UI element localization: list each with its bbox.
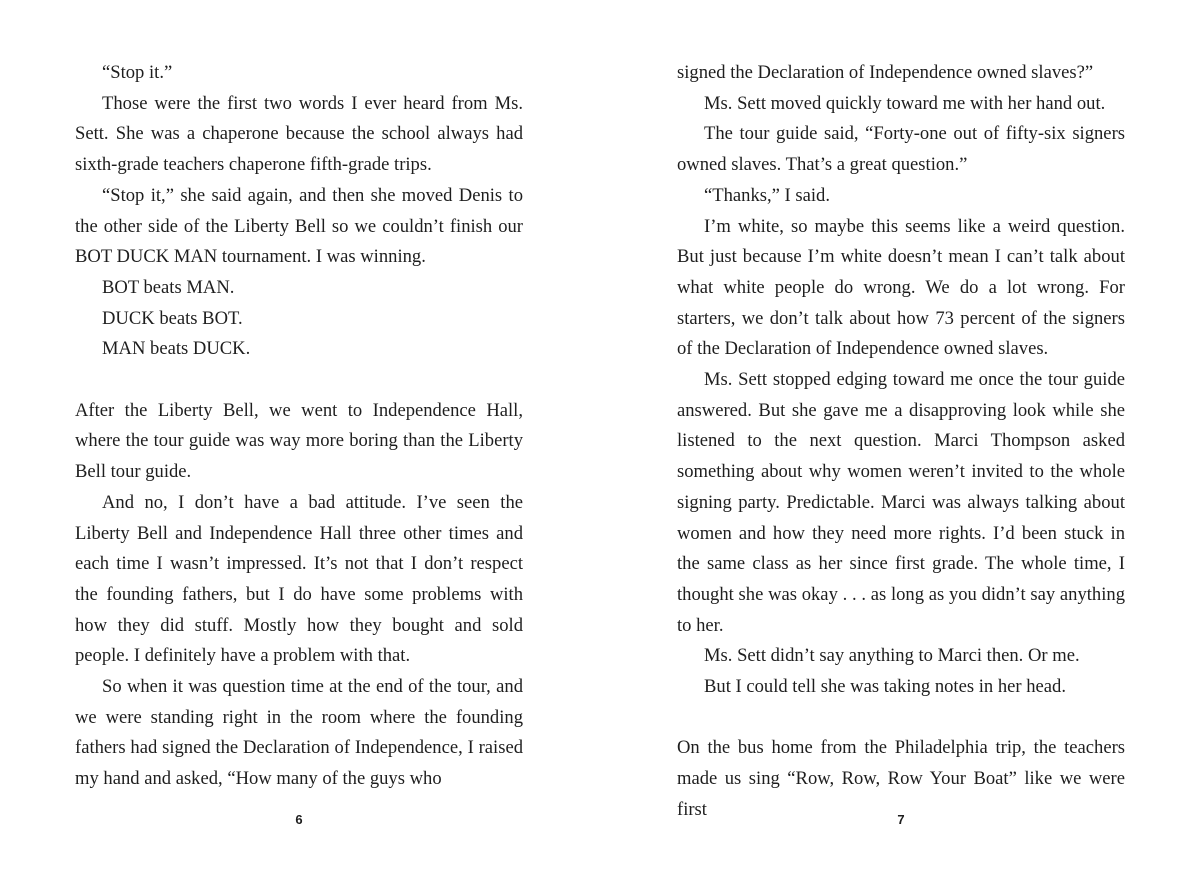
- page-number: 7: [897, 812, 905, 827]
- paragraph: Ms. Sett stopped edging toward me once the tour guide answered. But she gave me a disapproving look while she listened to the next question. Marci Thompson asked something about why women weren’t invited to the whole signing party. Predictable. Marci was always talking about women and how they need more rights. I’d been stuck in the same class as her since first grade. The whole time, I thought she was okay . . . as long as you didn’t say anything to her.: [677, 369, 1125, 636]
- paragraph: I’m white, so maybe this seems like a weird question. But just because I’m white doesn’t mean I can’t talk about what white people do wrong. We do a lot wrong. For starters, we don’t talk about how 73 percent of the signers of the Declaration of Independence owned slaves.: [677, 215, 1125, 360]
- paragraph: Ms. Sett moved quickly toward me with her hand out.: [704, 92, 1106, 114]
- paragraph: Those were the first two words I ever heard from Ms. Sett. She was a chaperone because the school always had sixth-grade teachers chaperone fifth-grade trips.: [75, 92, 523, 176]
- paragraph: “Stop it.”: [102, 62, 173, 83]
- paragraph: But I could tell she was taking notes in her head.: [704, 676, 1066, 698]
- page-number: 6: [295, 812, 303, 827]
- continued-paragraph: signed the Declaration of Independence owned slaves?”: [677, 62, 1094, 83]
- paragraph: And no, I don’t have a bad attitude. I’ve seen the Liberty Bell and Independence Hall three other times and each time I wasn’t impressed. It’s not that I don’t respect the founding fathers, but I do have some problems with how they did stuff. Mostly how they bought and sold people. I definitely have a problem with that.: [75, 491, 523, 667]
- paragraph: “Thanks,” I said.: [704, 184, 830, 206]
- paragraph: So when it was question time at the end of the tour, and we were standing right in the room where the founding fathers had signed the Declaration of Independence, I raised my hand and asked, “How many of the guys who: [75, 676, 523, 790]
- paragraph: Ms. Sett didn’t say anything to Marci then. Or me.: [704, 645, 1080, 667]
- right-page: [677, 0, 1125, 872]
- section-break-paragraph: On the bus home from the Philadelphia trip, the teachers made us sing “Row, Row, Row Your Boat” like we were first: [677, 737, 1125, 820]
- left-page: [75, 0, 523, 872]
- section-break-paragraph: After the Liberty Bell, we went to Independence Hall, where the tour guide was way more boring than the Liberty Bell tour guide.: [75, 399, 523, 483]
- paragraph: DUCK beats BOT.: [102, 307, 243, 329]
- left-page-text: [75, 58, 523, 795]
- right-page-text: [677, 58, 1125, 826]
- paragraph: The tour guide said, “Forty-one out of fifty-six signers owned slaves. That’s a great question.”: [677, 123, 1125, 176]
- paragraph: BOT beats MAN.: [102, 276, 235, 298]
- paragraph: MAN beats DUCK.: [102, 338, 251, 360]
- paragraph: “Stop it,” she said again, and then she moved Denis to the other side of the Liberty Bell so we couldn’t finish our BOT DUCK MAN tournament. I was winning.: [75, 184, 523, 268]
